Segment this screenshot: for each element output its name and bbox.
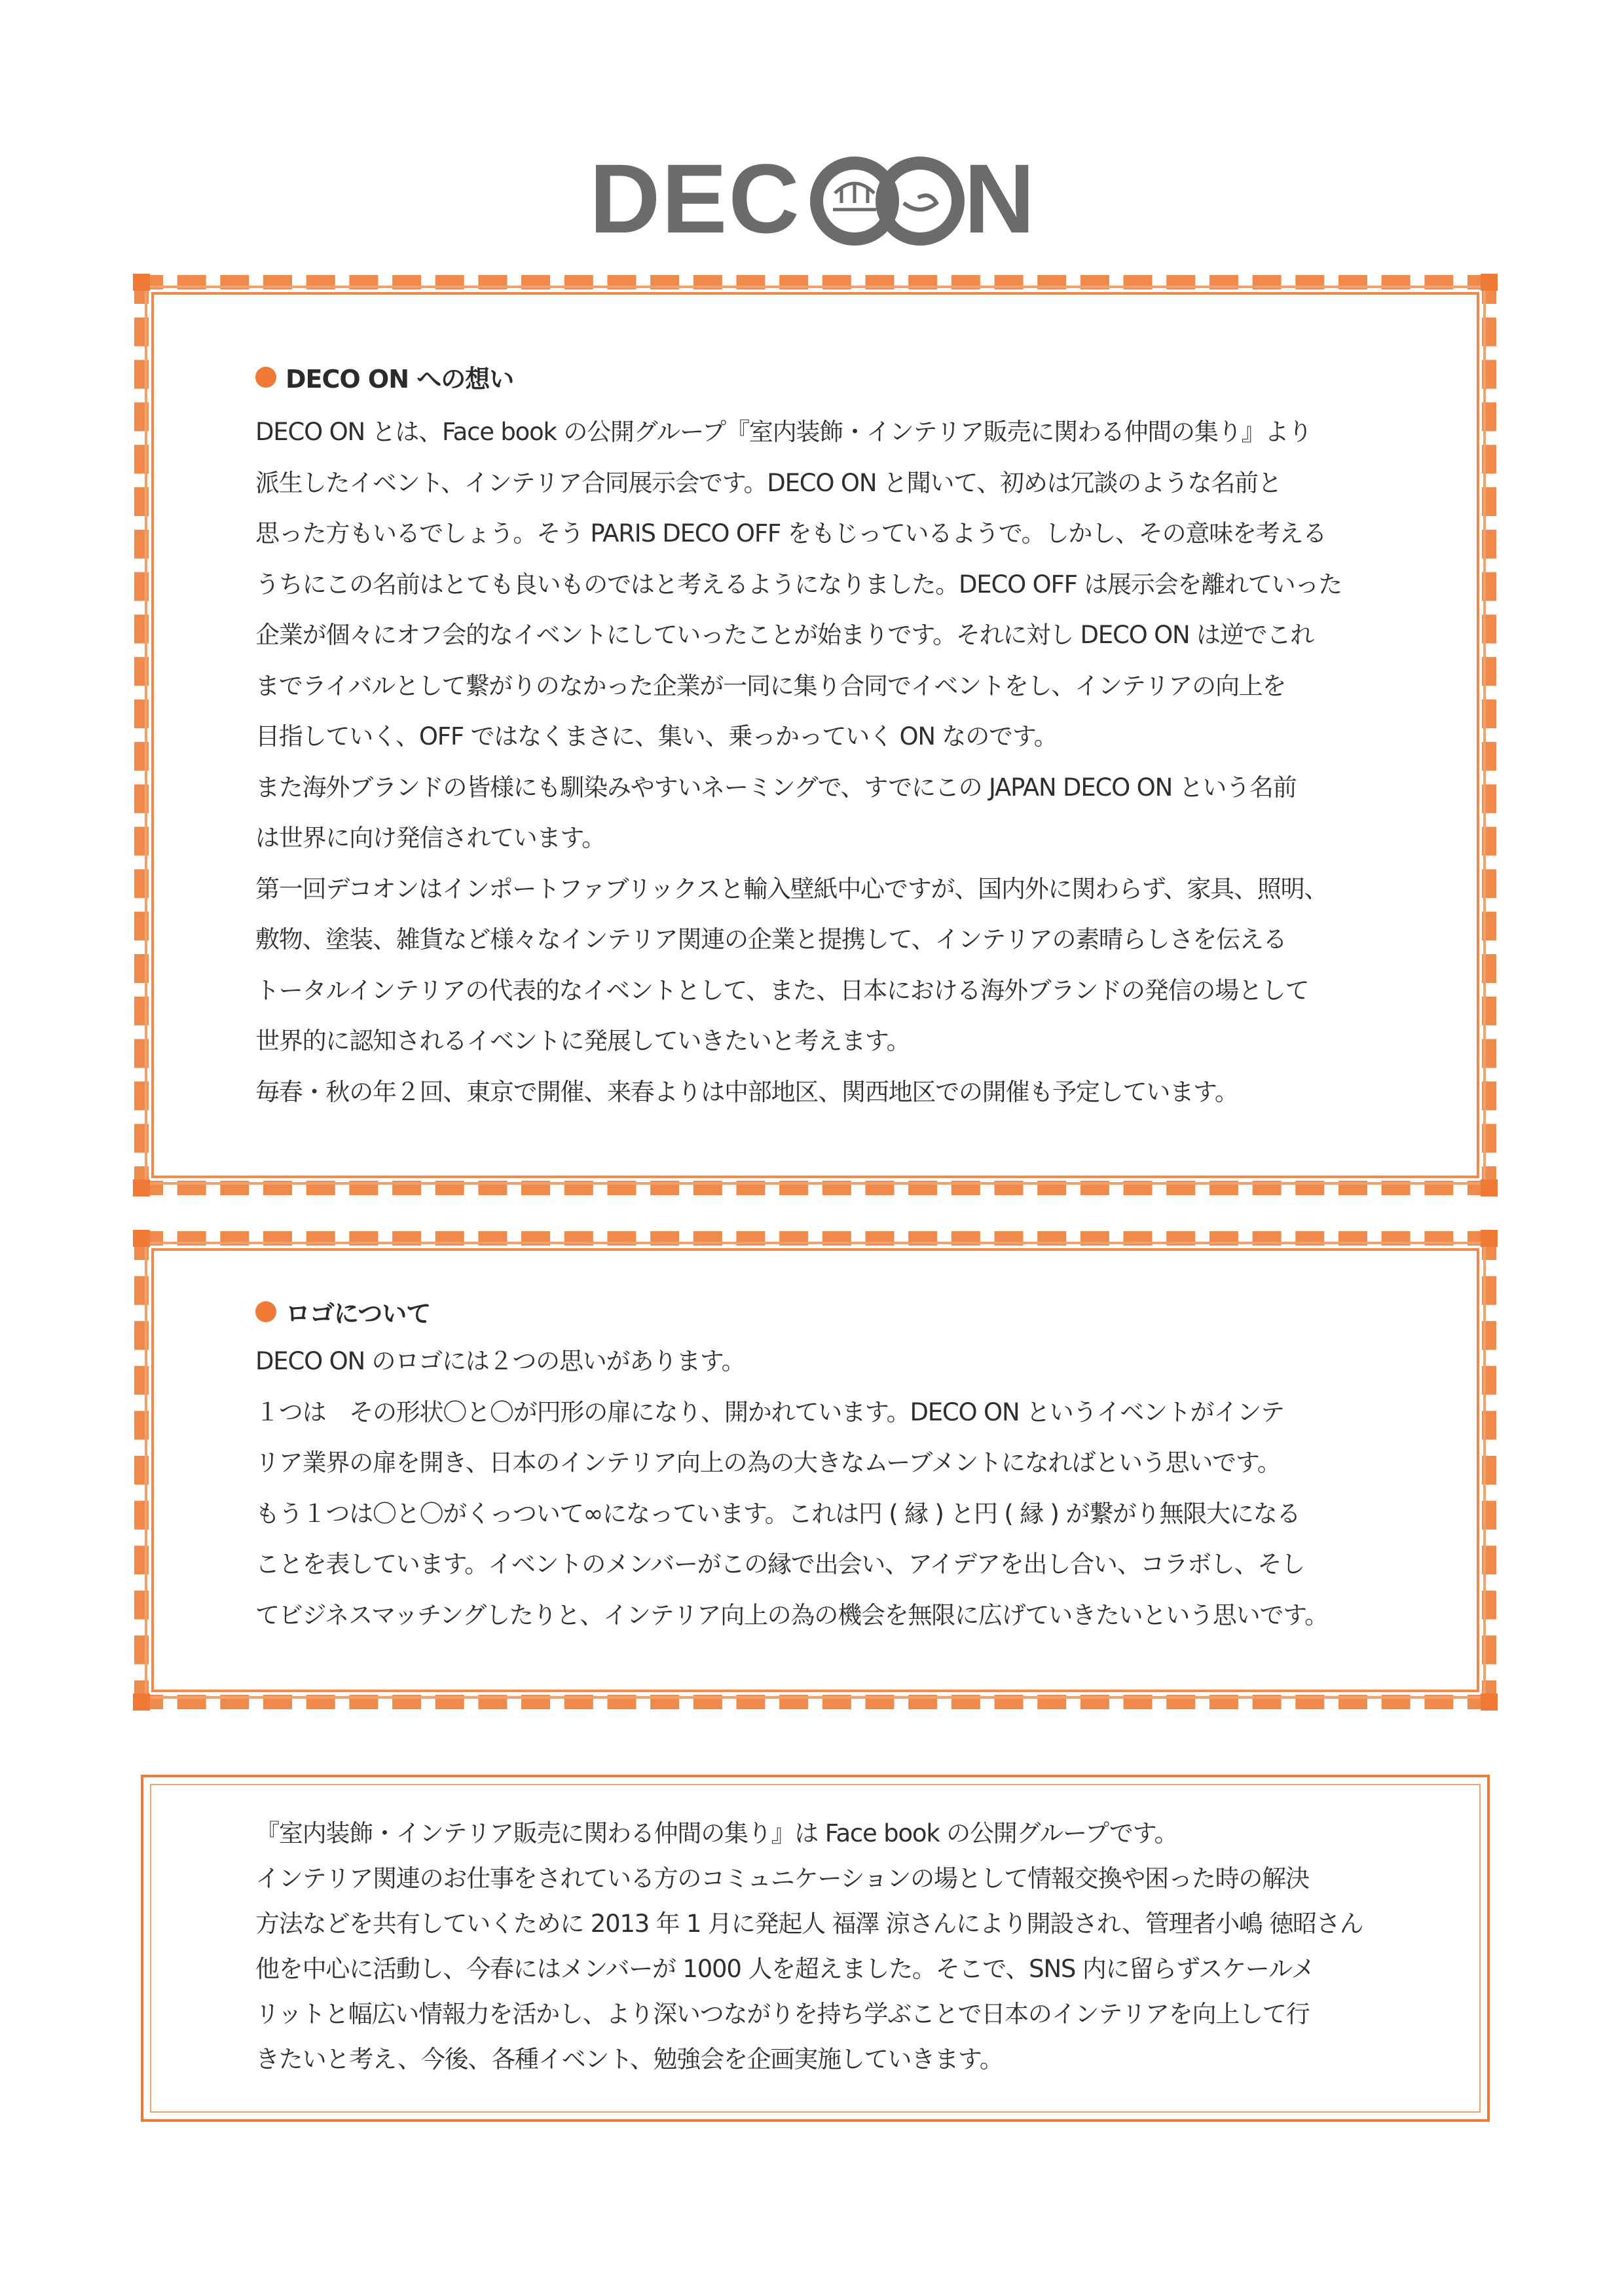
orange-bullet-icon [255,1301,276,1322]
logo-text-right: N [964,147,1035,252]
body-line: 敷物、塗装、雑貨など様々なインテリア関連の企業と提携して、インテリアの素晴らしさを伝える [255,925,1287,954]
body-line: DECO ON のロゴには２つの思いがあります。 [255,1347,745,1375]
body-line: １つは その形状〇と〇が円形の扉になり、開かれています。DECO ON というイベントがインテ [255,1398,1284,1426]
body-line: 『室内装飾・インテリア販売に関わる仲間の集り』は Face book の公開グループです。 [255,1819,1178,1847]
body-line: トータルインテリアの代表的なイベントとして、また、日本における海外ブランドの発信の場として [255,976,1309,1005]
body-line: 派生したイベント、インテリア合同展示会です。DECO ON と聞いて、初めは冗談のような名前と [255,468,1282,497]
body-line: リットと幅広い情報力を活かし、より深いつながりを持ち学ぶことで日本のインテリアを向上して行 [255,2000,1310,2028]
section-heading [255,1293,1328,1329]
section-heading [255,359,1342,395]
body-line: もう１つは〇と〇がくっついて∞になっています。これは円 ( 縁 ) と円 ( 縁 ) が繋がり無限大になる [255,1499,1301,1528]
heading-text: ロゴについて [286,1299,431,1328]
orange-bullet-icon [255,367,276,388]
body-line: DECO ON とは、Face book の公開グループ『室内装飾・インテリア販売に関わる仲間の集り』より [255,418,1312,446]
body-line: 思った方もいるでしょう。そう PARIS DECO OFF をもじっているようで。しかし、その意味を考える [255,519,1327,547]
body-line: 他を中心に活動し、今春にはメンバーが 1000 人を超えました。そこで、SNS 内に留らずスケールメ [255,1955,1315,1983]
body-line: 企業が個々にオフ会的なイベントにしていったことが始まりです。それに対し DECO ON は逆でこれ [255,621,1314,649]
heading-text: DECO ON への想い [286,365,514,394]
body-line: リア業界の扉を開き、日本のインテリア向上の為の大きなムーブメントになればという思いです。 [255,1449,1281,1477]
body-line: 世界的に認知されるイベントに発展していきたいと考えます。 [255,1027,910,1055]
body-line: 第一回デコオンはインポートファブリックスと輸入壁紙中心ですが、国内外に関わらず、家具、照明、 [255,874,1328,903]
body-line: うちにこの名前はとても良いものではと考えるようになりました。DECO OFF は展示会を離れていった [255,570,1342,599]
body-line: 毎春・秋の年２回、東京で開催、来春よりは中部地区、関西地区での開催も予定しています。 [255,1077,1238,1106]
body-line: ことを表しています。イベントのメンバーがこの縁で出会い、アイデアを出し合い、コラボし、そし [255,1550,1305,1578]
deco-on-logo [589,147,1035,252]
body-line: は世界に向け発信されています。 [255,824,606,852]
body-line: きたいと考え、今後、各種イベント、勉強会を企画実施していきます。 [255,2045,1003,2073]
logo-rings-icon [817,163,958,239]
section-about-logo [255,1293,1328,1640]
body-line: また海外ブランドの皆様にも馴染みやすいネーミングで、すでにこの JAPAN DECO ON という名前 [255,773,1297,802]
body-line: てビジネスマッチングしたりと、インテリア向上の為の機会を無限に広げていきたいという思いです。 [255,1601,1328,1629]
body-line: 目指していく、OFF ではなくまさに、集い、乗っかっていく ON なのです。 [255,722,1058,750]
section-deco-on-thoughts [255,359,1342,1117]
logo-text-left: DEC [589,147,801,252]
section-group-info [255,1811,1363,2082]
body-line: 方法などを共有していくために 2013 年 1 月に発起人 福澤 涼さんにより開設され、管理者小嶋 徳昭さん [255,1910,1363,1938]
body-line: までライバルとして繋がりのなかった企業が一同に集り合同でイベントをし、インテリアの向上を [255,671,1286,700]
body-line: インテリア関連のお仕事をされている方のコミュニケーションの場として情報交換や困った時の解決 [255,1864,1309,1893]
